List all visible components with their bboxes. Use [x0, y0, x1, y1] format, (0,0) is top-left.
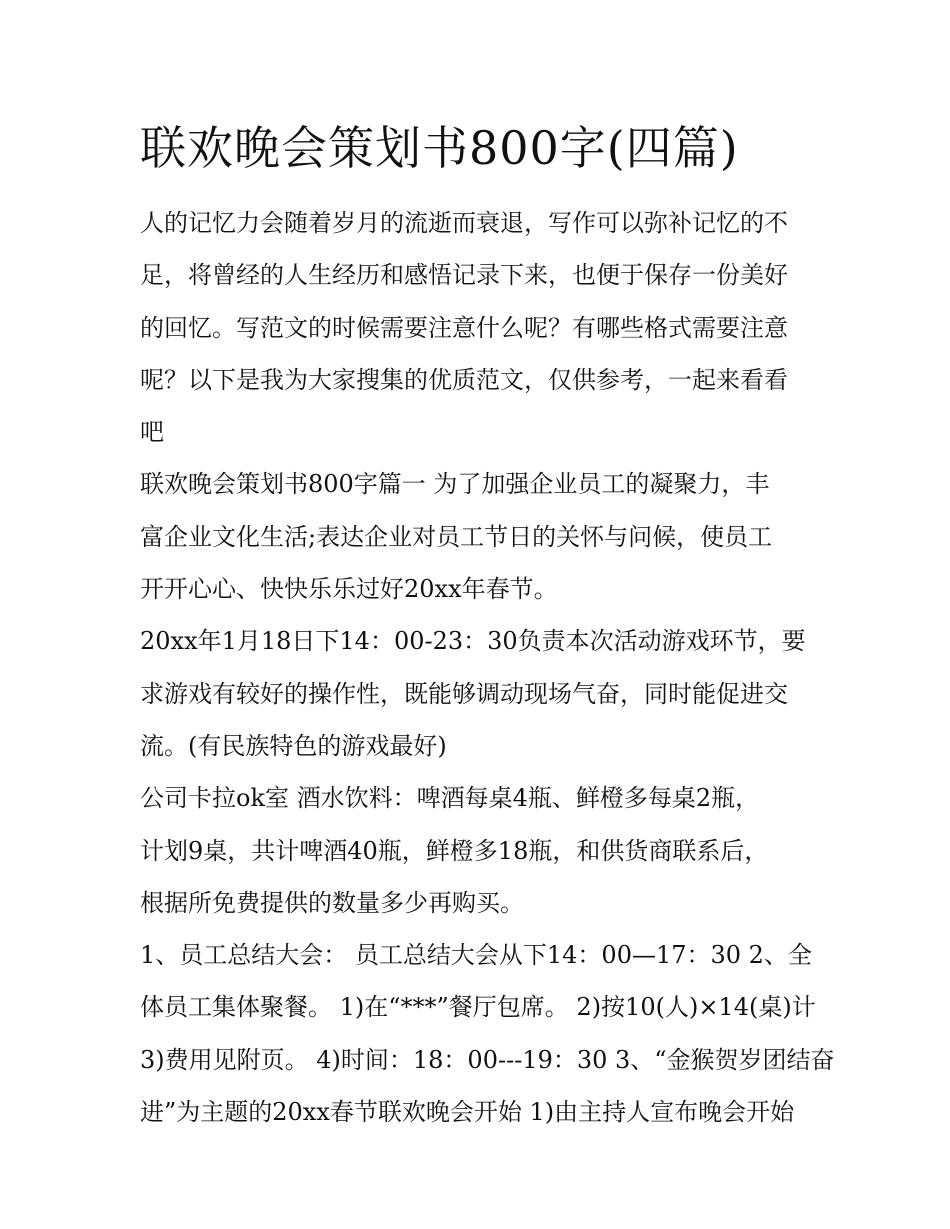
body-line: 进”为主题的20xx春节联欢晚会开始 1)由主持人宣布晚会开始: [140, 1098, 795, 1127]
document-body: [140, 200, 835, 1141]
body-line: 求游戏有较好的操作性，既能够调动现场气奋，同时能促进交: [140, 679, 788, 708]
body-line: 富企业文化生活;表达企业对员工节日的关怀与问候，使员工: [140, 522, 773, 551]
body-line: 足，将曾经的人生经历和感悟记录下来，也便于保存一份美好: [140, 261, 788, 290]
body-line: 开开心心、快快乐乐过好20xx年春节。: [140, 575, 558, 604]
body-line: 人的记忆力会随着岁月的流逝而衰退，写作可以弥补记忆的不: [140, 209, 788, 237]
body-line: 20xx年1月18日下14：00-23：30负责本次活动游戏环节，要: [140, 627, 806, 656]
document-title: 联欢晚会策划书800字(四篇): [140, 121, 739, 175]
body-line: 流。(有民族特色的游戏最好): [140, 731, 447, 760]
body-line: 呢？以下是我为大家搜集的优质范文，仅供参考，一起来看看: [140, 365, 788, 394]
body-line: 联欢晚会策划书800字篇一 为了加强企业员工的凝聚力，丰: [140, 470, 770, 499]
body-line: 计划9桌，共计啤酒40瓶，鲜橙多18瓶，和供货商联系后，: [140, 836, 769, 865]
body-line: 根据所免费提供的数量多少再购买。: [140, 888, 524, 917]
body-line: 3)费用见附页。 4)时间：18：00---19：30 3、“金猴贺岁团结奋: [140, 1045, 835, 1074]
body-line: 1、员工总结大会： 员工总结大会从下14：00—17：30 2、全: [140, 941, 812, 970]
body-line: 的回忆。写范文的时候需要注意什么呢？有哪些格式需要注意: [140, 313, 788, 342]
body-line: 吧: [140, 418, 164, 447]
body-line: 体员工集体聚餐。 1)在“***”餐厅包席。 2)按10(人)×14(桌)计: [140, 993, 816, 1022]
body-line: 公司卡拉ok室 酒水饮料：啤酒每桌4瓶、鲜橙多每桌2瓶，: [140, 784, 760, 813]
